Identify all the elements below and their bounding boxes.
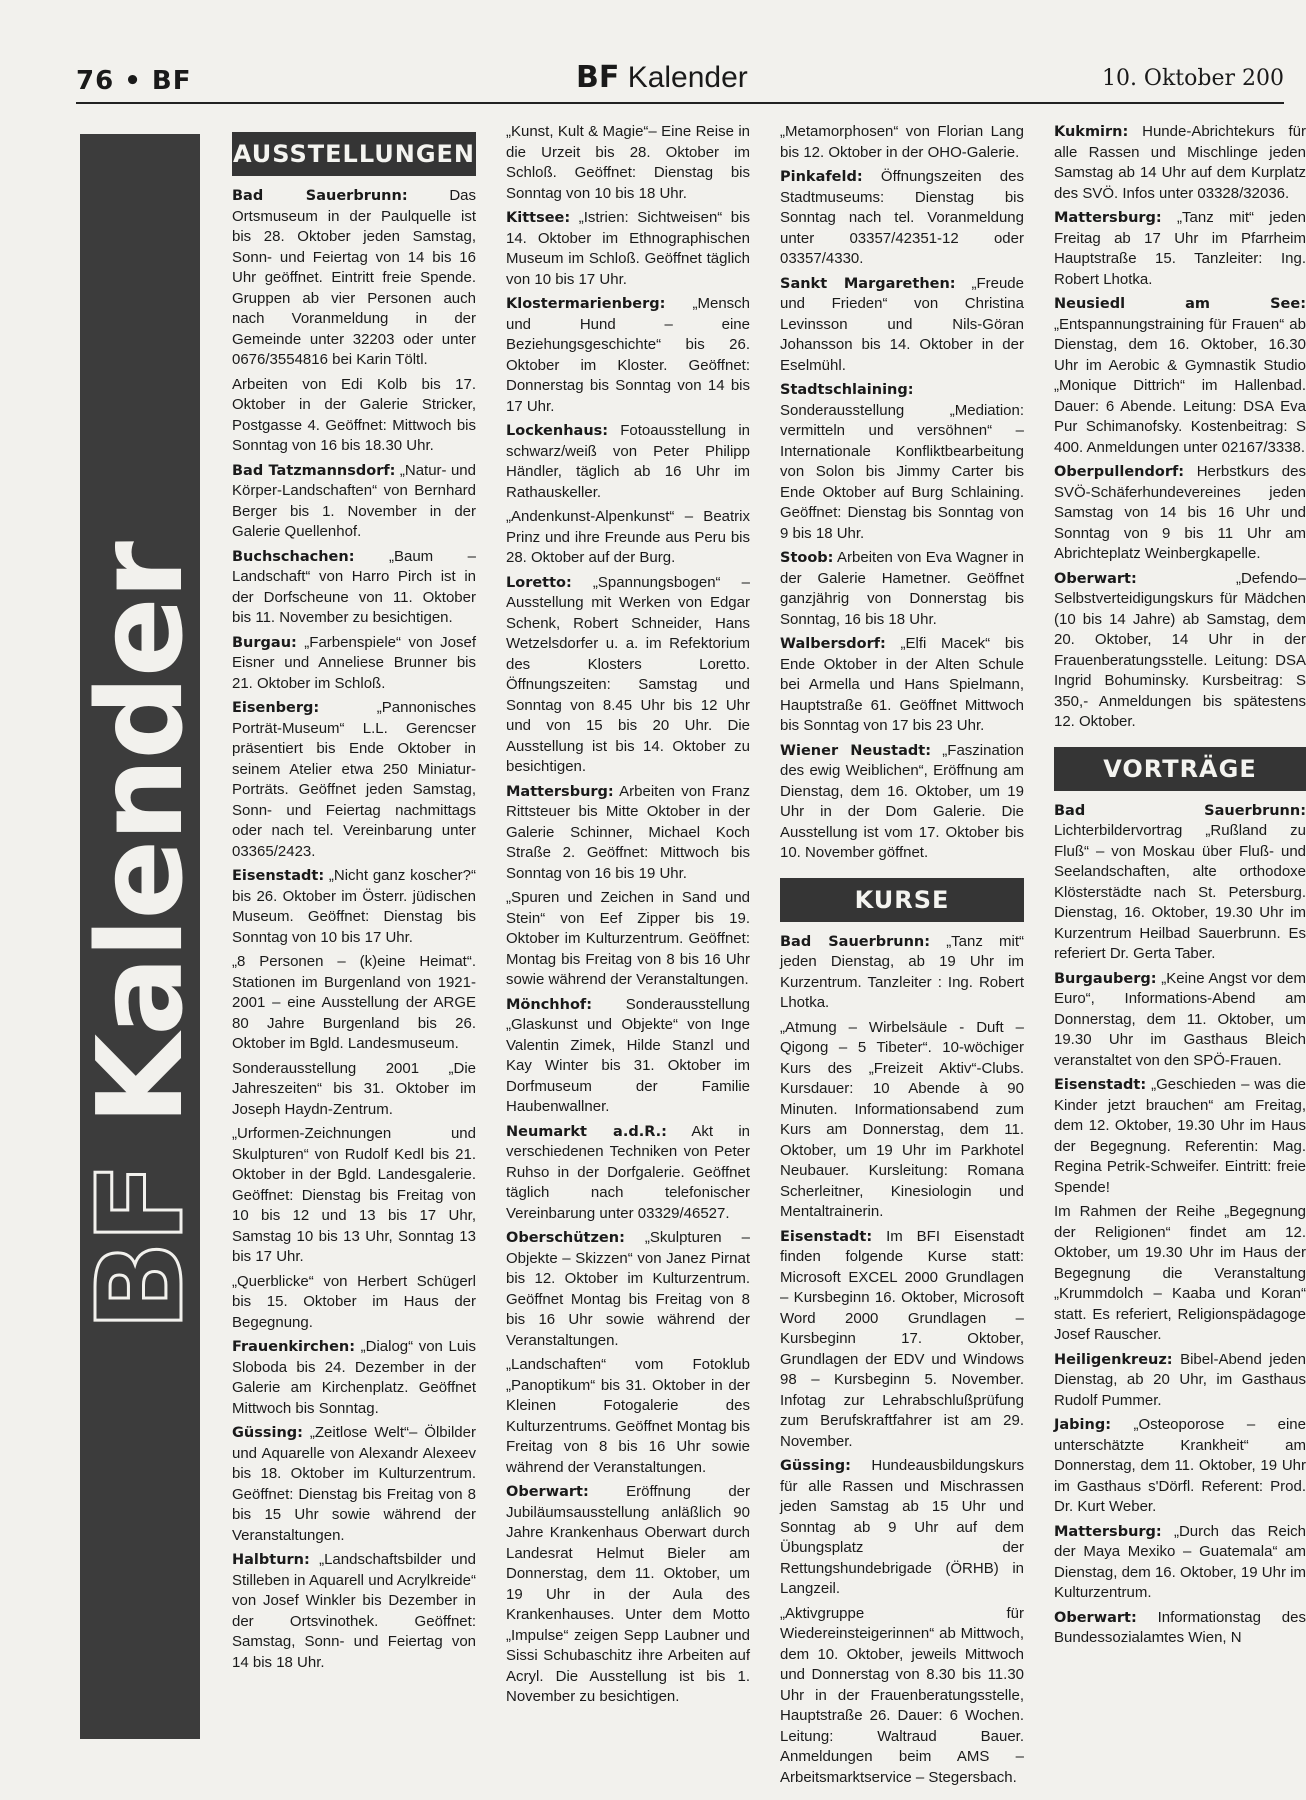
- entry-text: „Atmung – Wirbelsäule - Duft – Qigong – 5 Tibeter“. 10-wöchiger Kurs des „Freizeit Aktiv“-Clubs. Kursdauer: 10 Abende à 90 Minuten. Informationsabend zum Kurs am Donnerstag, dem 11. Oktober, um 19 Uhr im Parkhotel Neubauer. Kursleitung: Romana Scherleitner, Kinesiologin und Mentaltrainerin.: [780, 1018, 1024, 1220]
- calendar-entry: [506, 573, 750, 778]
- entry-place: Sankt Margarethen:: [780, 275, 956, 292]
- entry-text: „Freude und Frieden“ von Christina Levinsson und Nils-Göran Johansson bis 14. Oktober in der Eselmühl.: [780, 274, 1024, 374]
- entry-text: „Durch das Reich der Maya Mexiko – Guatemala“ am Dienstag, dem 16. Oktober, 19 Uhr im Kulturzentrum.: [1054, 1522, 1306, 1601]
- entry-text: Bibel-Abend jeden Dienstag, ab 20 Uhr, im Gasthaus Rudolf Pummer.: [1054, 1350, 1306, 1409]
- calendar-entry: [780, 167, 1024, 270]
- sidebar-bf: BF: [71, 1163, 209, 1331]
- entry-text: „Keine Angst vor dem Euro“, Informations-Abend am Donnerstag, dem 11. Oktober, um 19.30 Uhr im Gasthaus Bleich veranstaltet von den SPÖ-Frauen.: [1054, 969, 1306, 1069]
- entries-col1: [232, 186, 476, 1673]
- entry-place: Heiligenkreuz:: [1054, 1351, 1173, 1368]
- entry-text: Sonderausstellung „Glaskunst und Objekte“ von Inge Valentin Zimek, Hilde Stanzl und Kay Winter bis 31. Oktober im Dorfmuseum der Familie Haubenwallner.: [506, 995, 750, 1115]
- entry-text: „Osteoporose – eine unterschätzte Krankheit“ am Donnerstag, dem 11. Oktober, 19 Uhr im Gasthaus s'Dörfl. Referent: Prod. Dr. Kurt Weber.: [1054, 1416, 1306, 1515]
- entry-text: Das Ortsmuseum in der Paulquelle ist bis 28. Oktober jeden Samstag, Sonn- und Feiertag von 14 bis 16 Uhr geöffnet. Eintritt freie Spende. Gruppen ab vier Personen auch nach Voranmeldung in der Gemeinde unter 32203 oder unter 0676/3554816 bei Karin Töltl.: [232, 187, 476, 368]
- entry-place: Kukmirn:: [1054, 124, 1129, 140]
- calendar-entry: [506, 294, 750, 417]
- calendar-entry: [780, 548, 1024, 630]
- entry-text: „Elfi Macek“ bis Ende Oktober in der Alten Schule bei Armella und Hans Spielmann, Hauptstraße 61. Geöffnet Mittwoch bis Sonntag von 17 bis 23 Uhr.: [780, 635, 1024, 734]
- calendar-entry: [780, 1227, 1024, 1453]
- entry-text: „Natur- und Körper-Landschaften“ von Bernhard Berger bis 1. November in der Galerie Quellenhof.: [232, 461, 476, 540]
- entry-place: Güssing:: [780, 1458, 851, 1474]
- entry-text: „Zeitlose Welt“– Ölbilder und Aquarelle von Alexandr Alexeev bis 18. Oktober im Kulturzentrum. Geöffnet: Dienstag bis Freitag von 8 bis 15 Uhr sowie während der Veranstaltungen.: [232, 1424, 476, 1544]
- entry-text: „Tanz mit“ jeden Dienstag, ab 19 Uhr im Kurzentrum. Tanzleiter : Ing. Robert Lhotka.: [780, 932, 1024, 1011]
- issue-date: 10. Oktober 200: [1101, 66, 1284, 91]
- entry-place: Eisenstadt:: [780, 1228, 873, 1245]
- calendar-entry: [1054, 122, 1306, 204]
- entry-place: Oberschützen:: [506, 1230, 625, 1246]
- entry-text: „Dialog“ von Luis Sloboda bis 24. Dezember in der Galerie am Kirchenplatz. Geöffnet Mittwoch bis Sonntag.: [232, 1338, 476, 1417]
- calendar-entry: [780, 1604, 1024, 1789]
- calendar-entry: [780, 122, 1024, 163]
- column-1: [232, 126, 476, 1677]
- calendar-entry: [506, 888, 750, 991]
- entry-place: Wiener Neustadt:: [780, 742, 932, 759]
- calendar-entry: [232, 186, 476, 371]
- calendar-entry: [780, 1456, 1024, 1600]
- entry-text: „Farbenspiele“ von Josef Eisner und Anneliese Brunner bis 21. Oktober im Schloß.: [232, 633, 476, 692]
- calendar-entry: [1054, 294, 1306, 458]
- entry-place: Eisenberg:: [232, 700, 320, 716]
- entry-text: „Metamorphosen“ von Florian Lang bis 12. Oktober in der OHO-Galerie.: [780, 123, 1024, 161]
- entry-text: Öffnungszeiten des Stadtmuseums: Dienstag bis Sonntag nach tel. Voranmeldung unter 03357/42351-12 oder 03357/4330.: [780, 168, 1024, 267]
- calendar-entry: [1054, 1415, 1306, 1518]
- calendar-entry: [232, 1550, 476, 1673]
- column-4: [1054, 122, 1306, 1653]
- sidebar-kalender: Kalender: [71, 542, 209, 1164]
- calendar-entry: [232, 952, 476, 1055]
- entry-text: „Geschieden – was die Kinder jetzt brauchen“ am Freitag, dem 12. Oktober, 19.30 Uhr im Haus der Begegnung. Referentin: Mag. Regina Petrik-Schweifer. Eintritt: freie Spende!: [1054, 1076, 1306, 1196]
- entry-place: Pinkafeld:: [780, 169, 863, 185]
- entry-text: Arbeiten von Edi Kolb bis 17. Oktober in der Galerie Stricker, Postgasse 4. Geöffnet: Mittwoch bis Sonntag von 16 bis 18.30 Uhr.: [232, 375, 476, 454]
- calendar-entry: [1054, 969, 1306, 1072]
- calendar-entry: [506, 1355, 750, 1478]
- calendar-entry: [232, 1337, 476, 1419]
- entry-place: Halbturn:: [232, 1552, 310, 1568]
- entry-place: Kittsee:: [506, 210, 571, 226]
- calendar-entry: [506, 1228, 750, 1351]
- calendar-entry: [232, 1059, 476, 1121]
- entry-place: Neusiedl am See:: [1054, 296, 1306, 312]
- entry-text: Fotoausstellung in schwarz/weiß von Peter Philipp Händler, täglich ab 16 Uhr im Rathauskeller.: [506, 422, 750, 501]
- entry-text: „8 Personen – (k)eine Heimat“. Stationen im Burgenland von 1921-2001 – eine Ausstellung der ARGE 80 Jahre Burgenland bis 26. Oktober im Bgld. Landesmuseum.: [232, 953, 476, 1052]
- entry-place: Burgau:: [232, 634, 297, 651]
- entries-col4b: [1054, 801, 1306, 1649]
- entry-text: „Spannungsbogen“ – Ausstellung mit Werken von Edgar Schenk, Robert Schneider, Hans Wetzelsdorfer u. a. im Refektorium des Klosters Loretto. Öffnungszeiten: Samstag und Sonntag von 8.45 Uhr bis 12 Uhr und von 15 bis 20 Uhr. Die Ausstellung ist bis 14. Oktober zu besichtigen.: [506, 573, 750, 775]
- entry-text: „Andenkunst-Alpenkunst“ – Beatrix Prinz und ihre Freunde aus Peru bis 28. Oktober auf der Burg.: [506, 508, 750, 566]
- calendar-entry: [1054, 1350, 1306, 1412]
- entry-place: Mattersburg:: [1054, 210, 1162, 226]
- entry-place: Stadtschlaining:: [780, 382, 914, 398]
- calendar-entry: [506, 1482, 750, 1708]
- header-rule: [76, 102, 1284, 104]
- entry-text: Arbeiten von Eva Wagner in der Galerie Hametner. Geöffnet ganzjährig von Donnerstag bis Sonntag, 16 bis 18 Uhr.: [780, 549, 1024, 628]
- calendar-entry: [232, 698, 476, 862]
- entry-text: Eröffnung der Jubiläumsausstellung anläßlich 90 Jahre Krankenhaus Oberwart durch Landesrat Helmut Bieler am Donnerstag, dem 11. Oktober, um 19 Uhr in der Aula des Krankenhauses. Unter dem Motto „Impulse“ zeigen Sepp Laubner und Sissi Schubaschitz ihre Arbeiten auf Acryl. Die Ausstellung ist bis 1. November zu besichtigen.: [506, 1483, 750, 1705]
- entry-text: „Skulpturen – Objekte – Skizzen“ von Janez Pirnat bis 12. Oktober im Kulturzentrum. Geöffnet Montag bis Freitag von 8 bis 16 Uhr sowie während der Veranstaltungen.: [506, 1229, 750, 1349]
- entry-place: Frauenkirchen:: [232, 1339, 356, 1355]
- entry-text: „Mensch und Hund – eine Beziehungsgeschichte“ bis 26. Oktober im Kloster. Geöffnet: Donnerstag bis Sonntag von 14 bis 17 Uhr.: [506, 295, 750, 415]
- entry-place: Oberpullendorf:: [1054, 464, 1185, 480]
- calendar-entry: [232, 375, 476, 457]
- entries-col3b: [780, 932, 1024, 1789]
- entry-text: Hunde-Abrichtekurs für alle Rassen und Mischlinge jeden Samstag ab 14 Uhr auf dem Kurplatz des SVÖ. Infos unter 03328/32036.: [1054, 123, 1306, 202]
- entry-text: „Landschaften“ vom Fotoklub „Panoptikum“ bis 31. Oktober in der Kleinen Fotogalerie des Kulturzentrums. Geöffnet Montag bis Freitag von 8 bis 16 Uhr sowie während der Veranstaltungen.: [506, 1356, 751, 1476]
- calendar-entry: [780, 274, 1024, 377]
- calendar-entry: [232, 1124, 476, 1268]
- calendar-entry: [232, 1423, 476, 1546]
- entry-place: Oberwart:: [1054, 570, 1137, 587]
- entry-place: Neumarkt a.d.R.:: [506, 1123, 667, 1140]
- calendar-entry: [506, 507, 750, 569]
- calendar-entry: [232, 461, 476, 543]
- calendar-entry: [1054, 1202, 1306, 1346]
- title-bf: BF: [576, 60, 620, 95]
- calendar-entry: [1054, 569, 1306, 733]
- entry-place: Bad Sauerbrunn:: [1054, 802, 1306, 819]
- entry-text: „Aktivgruppe für Wiedereinsteigerinnen“ ab Mittwoch, dem 10. Oktober, jeweils Mittwoch und Donnerstag von 8.30 bis 11.30 Uhr in der Frauenberatungsstelle, Hauptstraße 26. Dauer: 6 Wochen. Leitung: Waltraud Bauer. Anmeldungen beim AMS – Arbeitsmarktservice – Stegersbach.: [780, 1604, 1024, 1786]
- entry-place: Bad Tatzmannsdorf:: [232, 462, 396, 479]
- entry-text: „Entspannungstraining für Frauen“ ab Dienstag, dem 16. Oktober, 16.30 Uhr im Aerobic & Gymnastik Studio „Monique Dittrich“ im Hallenbad. Dauer: 6 Abende. Leitung: DSA Eva Pur Schimanofsky. Kostenbeitrag: S 400. Anmeldungen unter 02167/3338.: [1054, 315, 1306, 456]
- entry-text: „Nicht ganz koscher?“ bis 26. Oktober im Österr. jüdischen Museum. Geöffnet: Dienstag bis Sonntag von 10 bis 17 Uhr.: [232, 867, 476, 946]
- entry-text: „Landschaftsbilder und Stilleben in Aquarell und Acrylkreide“ von Josef Winkler bis Dezember in der Ortsvinothek. Geöffnet: Samstag, Sonn- und Feiertag von 14 bis 18 Uhr.: [232, 1551, 476, 1671]
- sidebar-label: [71, 543, 209, 1331]
- entry-place: Lockenhaus:: [506, 423, 609, 439]
- calendar-entry: [506, 421, 750, 503]
- entry-place: Mattersburg:: [1054, 1523, 1162, 1540]
- entry-text: Herbstkurs des SVÖ-Schäferhundevereines jeden Samstag von 14 bis 16 Uhr und Sonntag von 9 bis 11 Uhr am Abrichteplatz Weinbergkapelle.: [1054, 463, 1306, 562]
- calendar-entry: [780, 1018, 1024, 1223]
- entry-text: „Istrien: Sichtweisen“ bis 14. Oktober im Ethnographischen Museum im Schloß. Geöffnet täglich von 10 bis 17 Uhr.: [506, 209, 750, 288]
- entry-text: „Tanz mit“ jeden Freitag ab 17 Uhr im Pfarrheim Hauptstraße 15. Tanzleiter: Ing. Robert Lhotka.: [1054, 209, 1306, 288]
- entry-text: „Spuren und Zeichen in Sand und Stein“ von Eef Zipper bis 19. Oktober im Kulturzentrum. Geöffnet: Montag bis Freitag von 8 bis 16 Uhr sowie während der Veranstaltungen.: [506, 889, 750, 988]
- entry-text: Im Rahmen der Reihe „Begegnung der Religionen“ findet am 12. Oktober, um 19.30 Uhr im Haus der Begegnung die Veranstaltung „Krummdolch – Kaaba und Koran“ statt. Es referiert, Religionspädagoge Josef Rauscher.: [1054, 1203, 1306, 1343]
- calendar-entry: [1054, 1522, 1306, 1604]
- entry-place: Bad Sauerbrunn:: [780, 933, 931, 950]
- calendar-entry: [506, 122, 750, 204]
- entry-place: Bad Sauerbrunn:: [232, 188, 408, 204]
- calendar-entry: [506, 782, 750, 885]
- entry-place: Stoob:: [780, 550, 834, 566]
- entry-place: Klostermarienberg:: [506, 296, 666, 312]
- entry-place: Jabing:: [1054, 1417, 1112, 1433]
- calendar-entry: [1054, 462, 1306, 565]
- section-ausstellungen: AUSSTELLUNGEN: [232, 132, 476, 176]
- calendar-entry: [232, 1272, 476, 1334]
- entry-text: „Pannonisches Porträt-Museum“ L.L. Gerencser präsentiert bis Ende Oktober in seinem Atelier etwa 250 Miniatur-Porträts. Geöffnet jeden Samstag, Sonn- und Feiertag nachmittags oder nach tel. Vereinbarung unter 03365/2423.: [232, 699, 476, 860]
- column-3: [780, 122, 1024, 1792]
- page-number: 76 • BF: [76, 66, 192, 96]
- page-header: [76, 56, 1284, 100]
- page-title: [576, 60, 748, 95]
- entry-text: „Defendo– Selbstverteidigungskurs für Mädchen (10 bis 14 Jahre) ab Samstag, dem 20. Oktober, 14 Uhr in der Frauenberatungsstelle. Leitung: DSA Ingrid Bohuminsky. Kursbeitrag: S 350,- Anmeldungen bis spätestens 12. Oktober.: [1054, 569, 1306, 730]
- entry-text: Im BFI Eisenstadt finden folgende Kurse statt: Microsoft EXCEL 2000 Grundlagen – Kursbeginn 16. Oktober, Microsoft Word 2000 Grundlagen – Kursbeginn 17. Oktober, Grundlagen der EDV und Windows 98 – Kursbeginn 5. November. Infotag zur Lehrabschlußprüfung zum Berufskraftfahrer ist am 29. November.: [780, 1227, 1024, 1450]
- entry-text: Sonderausstellung 2001 „Die Jahreszeiten“ bis 31. Oktober im Joseph Haydn-Zentrum.: [232, 1059, 476, 1118]
- entry-place: Mönchhof:: [506, 996, 593, 1013]
- calendar-entry: [506, 1122, 750, 1225]
- entry-text: „Kunst, Kult & Magie“– Eine Reise in die Urzeit bis 28. Oktober im Schloß. Geöffnet: Dienstag bis Sonntag von 10 bis 18 Uhr.: [506, 123, 750, 202]
- entry-place: Buchschachen:: [232, 548, 355, 565]
- entries-col2: [506, 122, 750, 1708]
- calendar-entry: [1054, 801, 1306, 965]
- calendar-entry: [780, 741, 1024, 864]
- entry-text: Sonderausstellung „Mediation: vermitteln und versöhnen“ – Internationale Konfliktbearbeitung von Solon bis Jimmy Carter bis Ende Oktober auf Burg Schlaining. Geöffnet: Dienstag bis Sonntag von 9 bis 18 Uhr.: [780, 401, 1024, 542]
- title-rest: Kalender: [619, 61, 748, 94]
- column-2: [506, 122, 750, 1712]
- calendar-entry: [232, 547, 476, 629]
- calendar-entry: [780, 634, 1024, 737]
- column-4-inner: [1054, 122, 1306, 1649]
- calendar-entry: [1054, 1608, 1306, 1649]
- entry-place: Eisenstadt:: [232, 868, 325, 884]
- entries-col4a: [1054, 122, 1306, 733]
- entry-text: „Faszination des ewig Weiblichen“, Eröffnung am Dienstag, dem 16. Oktober, um 19 Uhr in der Dom Galerie. Die Ausstellung ist vom 17. Oktober bis 10. November göffnet.: [780, 741, 1024, 861]
- entry-text: „Urformen-Zeichnungen und Skulpturen“ von Rudolf Kedl bis 21. Oktober in der Bgld. Landesgalerie. Geöffnet: Dienstag bis Freitag von 10 bis 12 und 13 bis 17 Uhr, Samstag 10 bis 13 Uhr, Sonntag 13 bis 17 Uhr.: [232, 1125, 476, 1265]
- section-kurse: KURSE: [780, 878, 1024, 922]
- entry-place: Mattersburg:: [506, 783, 614, 800]
- calendar-entry: [232, 866, 476, 948]
- calendar-entry: [232, 633, 476, 695]
- calendar-entry: [1054, 1075, 1306, 1198]
- entry-text: Informationstag des Bundessozialamtes Wien, N: [1054, 1608, 1306, 1646]
- entry-text: „Querblicke“ von Herbert Schügerl bis 15. Oktober im Haus der Begegnung.: [232, 1272, 476, 1331]
- entry-place: Oberwart:: [506, 1484, 589, 1500]
- calendar-entry: [780, 380, 1024, 544]
- entry-place: Eisenstadt:: [1054, 1077, 1147, 1093]
- sidebar-banner: [71, 134, 209, 1739]
- entry-place: Walbersdorf:: [780, 636, 886, 652]
- entry-place: Loretto:: [506, 574, 572, 591]
- entry-text: „Baum – Landschaft“ von Harro Pirch ist in der Dorfscheune von 11. Oktober bis 11. November zu besichtigen.: [232, 547, 476, 626]
- calendar-entry: [1054, 208, 1306, 290]
- entry-text: Arbeiten von Franz Rittsteuer bis Mitte Oktober in der Galerie Schinner, Michael Koch Straße 2. Geöffnet: Mittwoch bis Sonntag von 16 bis 19 Uhr.: [506, 782, 750, 882]
- section-vortraege: VORTRÄGE: [1054, 747, 1306, 791]
- entries-col3a: [780, 122, 1024, 864]
- calendar-entry: [780, 932, 1024, 1014]
- calendar-entry: [506, 995, 750, 1118]
- entry-text: Hundeausbildungskurs für alle Rassen und Mischrassen jeden Samstag ab 15 Uhr und Sonntag ab 9 Uhr auf dem Übungsplatz der Rettungshundebrigade (ÖRHB) in Langzeil.: [780, 1457, 1024, 1597]
- entry-text: Akt in verschiedenen Techniken von Peter Ruhso in der Dorfgalerie. Geöffnet täglich nach telefonischer Vereinbarung unter 03329/46527.: [506, 1122, 750, 1222]
- calendar-entry: [506, 208, 750, 290]
- entry-text: Lichterbildervortrag „Rußland zu Fluß“ – von Moskau über Fluß- und Seelandschaften, alte orthodoxe Klösterstädte nach St. Petersburg. Dienstag, 16. Oktober, 19.30 Uhr im Kurzentrum Heilbad Sauerbrunn. Es referiert Dr. Gerta Taber.: [1054, 822, 1306, 962]
- entry-place: Güssing:: [232, 1425, 303, 1441]
- entry-place: Burgauberg:: [1054, 970, 1157, 987]
- entry-place: Oberwart:: [1054, 1609, 1137, 1626]
